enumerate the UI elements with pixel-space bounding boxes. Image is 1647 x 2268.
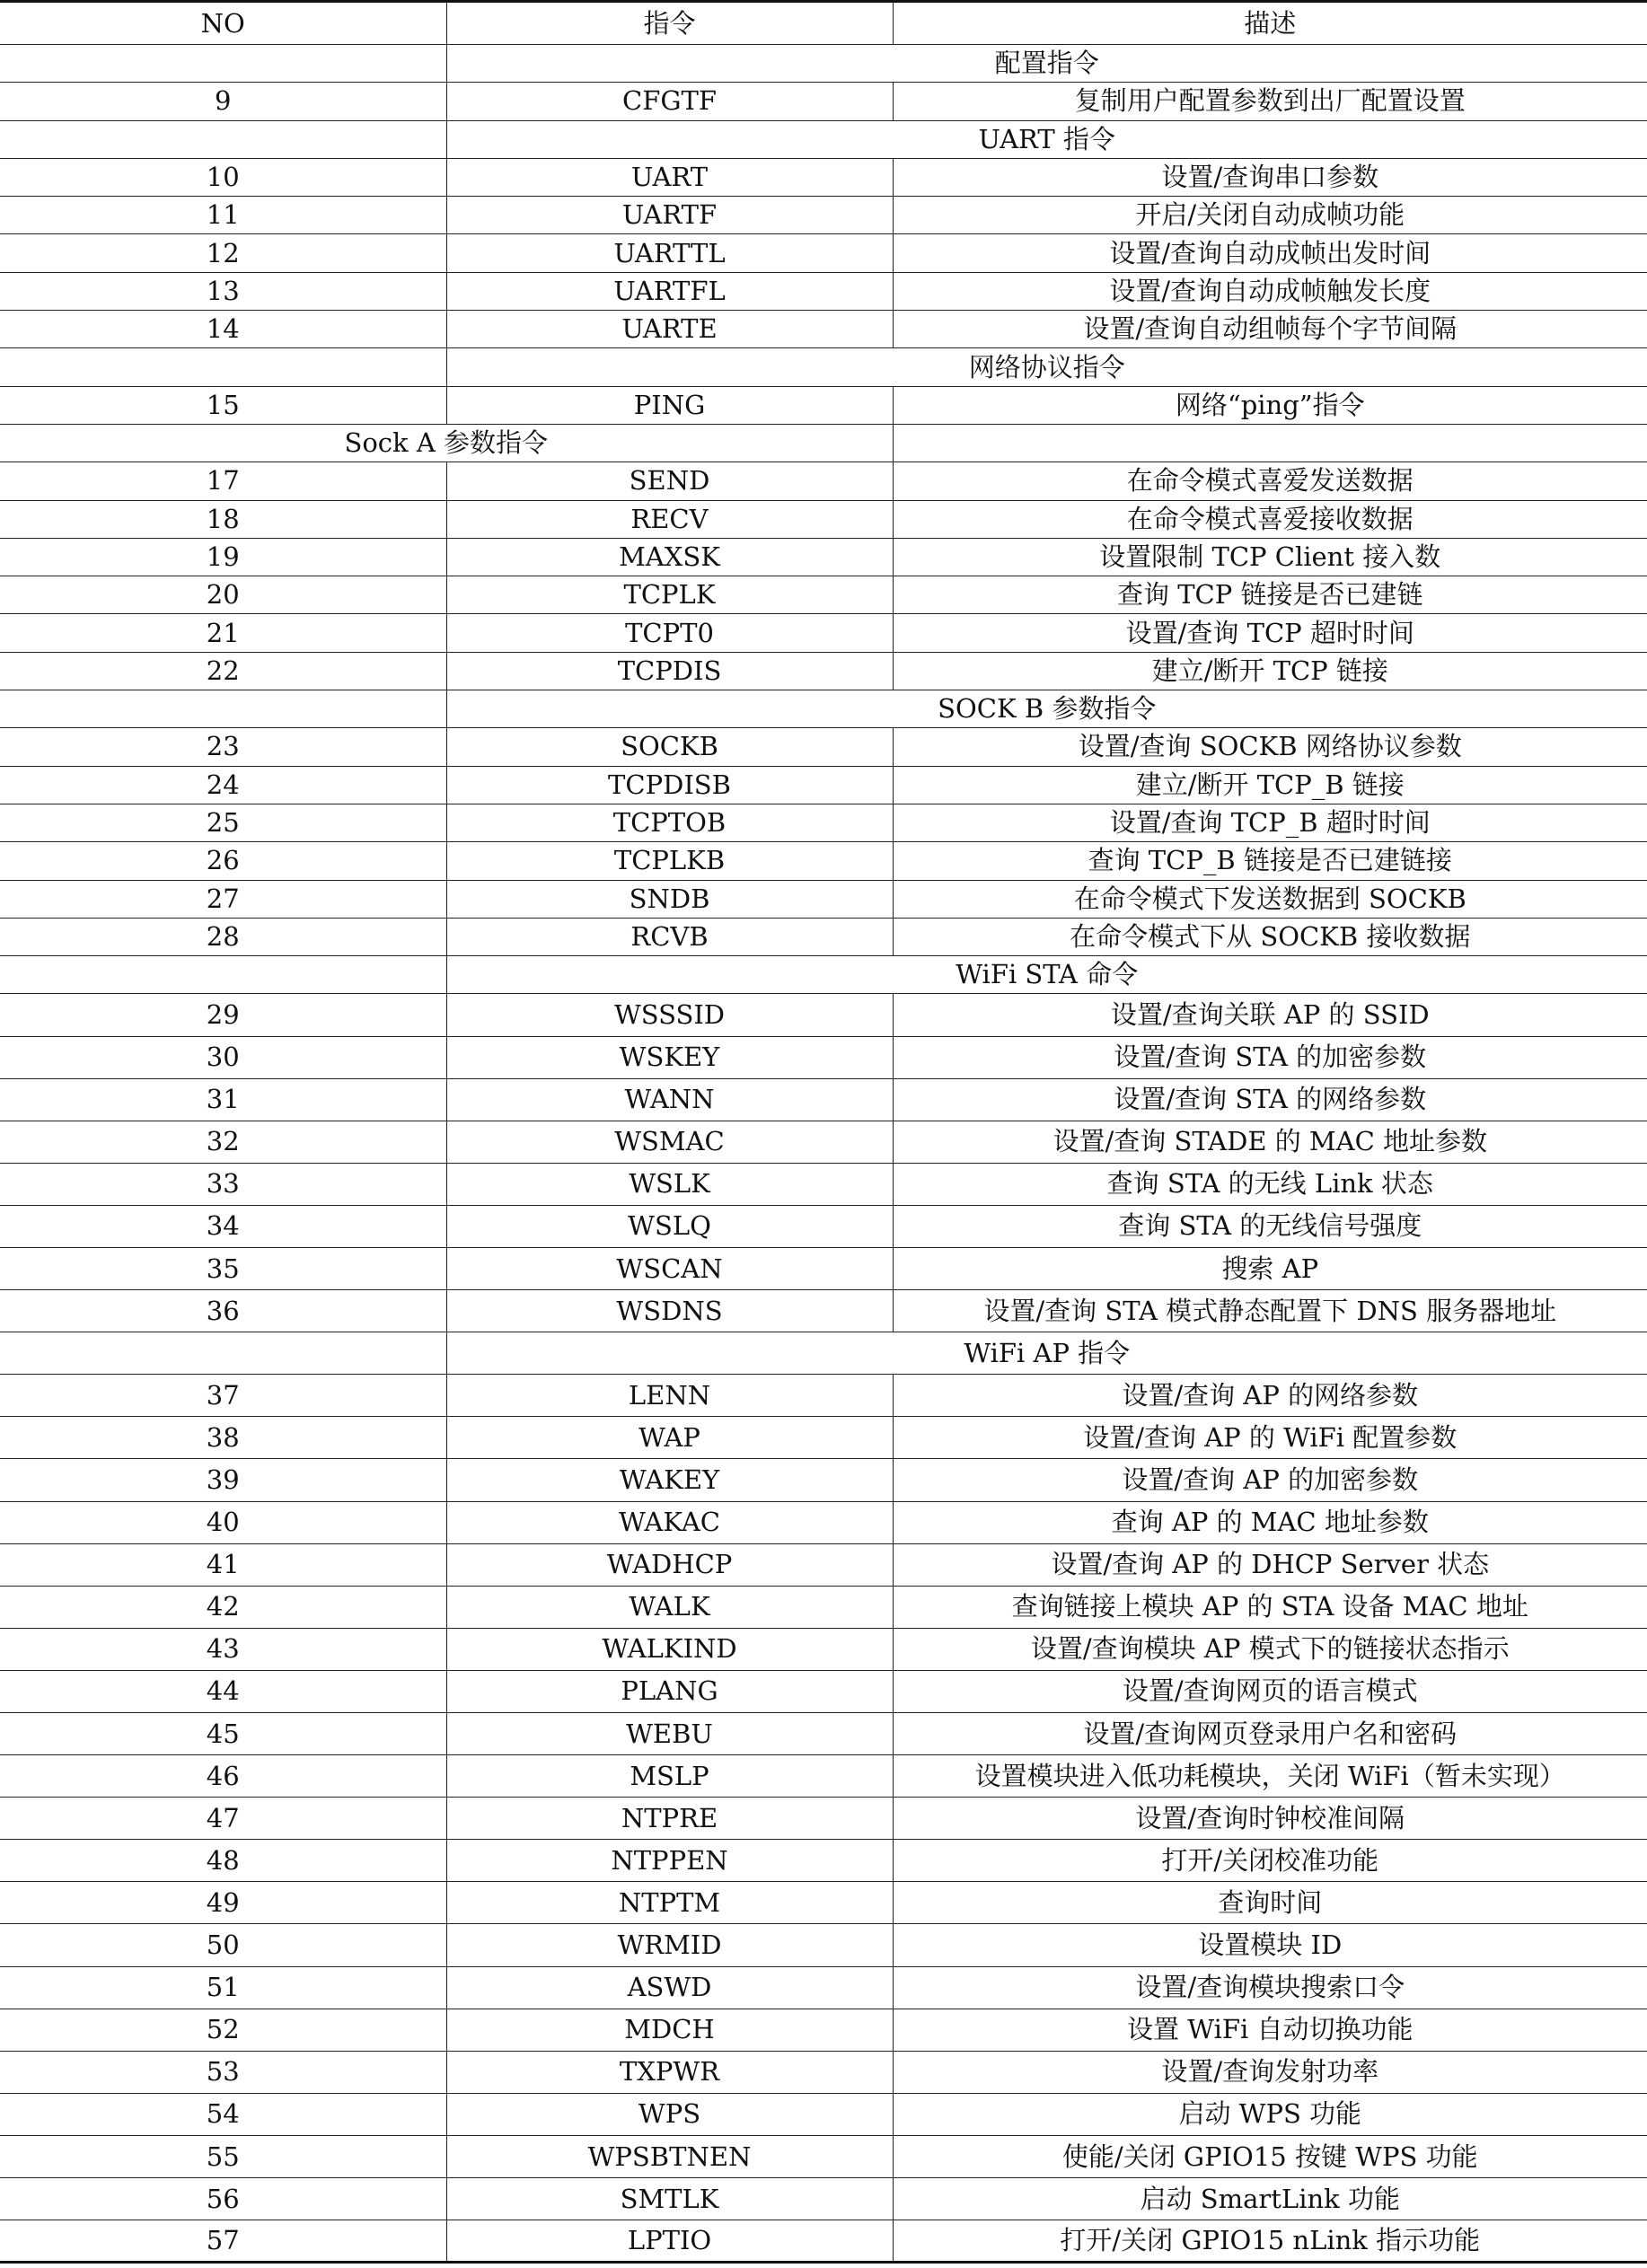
cell-command: WSCAN: [446, 1247, 893, 1289]
cell-no: 15: [0, 386, 446, 424]
cell-no: 53: [0, 2051, 446, 2093]
section-blank-cell: [0, 956, 446, 994]
table-row: [0, 2220, 1647, 2263]
cell-command: SMTLK: [446, 2178, 893, 2220]
section-row: [0, 348, 1647, 386]
section-row: [0, 956, 1647, 994]
cell-command: WSSSID: [446, 994, 893, 1036]
cell-description: 在命令模式下从 SOCKB 接收数据: [893, 918, 1647, 955]
table-row: [0, 1375, 1647, 1417]
cell-no: 47: [0, 1798, 446, 1840]
cell-description: 设置/查询 AP 的 DHCP Server 状态: [893, 1543, 1647, 1586]
cell-description: 设置/查询自动成帧出发时间: [893, 234, 1647, 272]
cell-description: 设置/查询时钟校准间隔: [893, 1798, 1647, 1840]
cell-no: 31: [0, 1078, 446, 1121]
cell-command: TCPDISB: [446, 766, 893, 804]
cell-no: 46: [0, 1755, 446, 1798]
cell-command: WADHCP: [446, 1543, 893, 1586]
section-blank-cell: [893, 424, 1647, 462]
table-row: [0, 1924, 1647, 1966]
cell-description: 设置/查询网页的语言模式: [893, 1670, 1647, 1712]
table-row: [0, 538, 1647, 576]
cell-description: 打开/关闭校准功能: [893, 1840, 1647, 1882]
section-blank-cell: [0, 690, 446, 728]
cell-description: 查询 STA 的无线信号强度: [893, 1205, 1647, 1247]
section-title: 网络协议指令: [446, 348, 1647, 386]
cell-description: 设置/查询模块 AP 模式下的链接状态指示: [893, 1628, 1647, 1670]
cell-description: 设置/查询 TCP 超时时间: [893, 614, 1647, 652]
cell-description: 设置/查询模块搜索口令: [893, 1966, 1647, 2009]
table-row: [0, 842, 1647, 880]
cell-no: 32: [0, 1121, 446, 1163]
section-blank-cell: [0, 45, 446, 83]
cell-command: SEND: [446, 462, 893, 500]
table-row: [0, 1755, 1647, 1798]
section-blank-cell: [0, 348, 446, 386]
cell-no: 20: [0, 576, 446, 614]
cell-no: 40: [0, 1501, 446, 1543]
cell-description: 在命令模式下发送数据到 SOCKB: [893, 880, 1647, 918]
table-row: [0, 1459, 1647, 1501]
cell-command: UARTF: [446, 197, 893, 234]
section-blank-cell: [0, 1332, 446, 1375]
table-row: [0, 462, 1647, 500]
cell-no: 48: [0, 1840, 446, 1882]
cell-description: 建立/断开 TCP_B 链接: [893, 766, 1647, 804]
cell-description: 设置/查询 STA 的加密参数: [893, 1036, 1647, 1078]
cell-description: 查询时间: [893, 1882, 1647, 1924]
cell-no: 17: [0, 462, 446, 500]
cell-command: NTPTM: [446, 1882, 893, 1924]
table-row: [0, 1670, 1647, 1712]
cell-command: WAP: [446, 1417, 893, 1459]
cell-no: 14: [0, 311, 446, 348]
table-row: [0, 652, 1647, 690]
cell-command: WSDNS: [446, 1290, 893, 1332]
cell-description: 复制用户配置参数到出厂配置设置: [893, 83, 1647, 120]
section-row: [0, 45, 1647, 83]
cell-description: 查询链接上模块 AP 的 STA 设备 MAC 地址: [893, 1586, 1647, 1628]
cell-description: 设置/查询 STA 的网络参数: [893, 1078, 1647, 1121]
cell-no: 56: [0, 2178, 446, 2220]
table-row: [0, 1543, 1647, 1586]
table-row: [0, 2051, 1647, 2093]
table-row: [0, 83, 1647, 120]
table-row: [0, 1163, 1647, 1205]
table-row: [0, 1290, 1647, 1332]
cell-command: WSLK: [446, 1163, 893, 1205]
cell-command: WSKEY: [446, 1036, 893, 1078]
cell-no: 35: [0, 1247, 446, 1289]
table-row: [0, 500, 1647, 538]
table-row: [0, 158, 1647, 196]
table-row: [0, 1966, 1647, 2009]
cell-command: RCVB: [446, 918, 893, 955]
cell-description: 搜索 AP: [893, 1247, 1647, 1289]
table-row: [0, 1121, 1647, 1163]
cell-no: 29: [0, 994, 446, 1036]
table-row: [0, 2178, 1647, 2220]
table-row: [0, 1840, 1647, 1882]
cell-no: 38: [0, 1417, 446, 1459]
cell-no: 43: [0, 1628, 446, 1670]
cell-no: 50: [0, 1924, 446, 1966]
cell-description: 在命令模式喜爱接收数据: [893, 500, 1647, 538]
cell-no: 49: [0, 1882, 446, 1924]
cell-command: PING: [446, 386, 893, 424]
cell-description: 设置/查询 TCP_B 超时时间: [893, 804, 1647, 841]
cell-no: 25: [0, 804, 446, 841]
cell-no: 12: [0, 234, 446, 272]
table-row: [0, 994, 1647, 1036]
section-title: 配置指令: [446, 45, 1647, 83]
cell-no: 19: [0, 538, 446, 576]
cell-command: WPSBTNEN: [446, 2135, 893, 2177]
cell-command: TCPDIS: [446, 652, 893, 690]
table-row: [0, 1586, 1647, 1628]
cell-command: MSLP: [446, 1755, 893, 1798]
section-row: [0, 1332, 1647, 1375]
cell-no: 51: [0, 1966, 446, 2009]
cell-description: 设置/查询 SOCKB 网络协议参数: [893, 728, 1647, 766]
cell-command: WAKAC: [446, 1501, 893, 1543]
cell-description: 开启/关闭自动成帧功能: [893, 197, 1647, 234]
cell-description: 设置/查询自动组帧每个字节间隔: [893, 311, 1647, 348]
header-description: 描述: [893, 2, 1647, 45]
cell-description: 查询 AP 的 MAC 地址参数: [893, 1501, 1647, 1543]
cell-command: SOCKB: [446, 728, 893, 766]
cell-description: 设置模块 ID: [893, 1924, 1647, 1966]
table-row: [0, 1882, 1647, 1924]
table-row: [0, 272, 1647, 310]
section-title: UART 指令: [446, 120, 1647, 158]
table-row: [0, 1501, 1647, 1543]
cell-command: PLANG: [446, 1670, 893, 1712]
cell-description: 查询 TCP 链接是否已建链: [893, 576, 1647, 614]
table-row: [0, 576, 1647, 614]
table-row: [0, 1205, 1647, 1247]
cell-description: 打开/关闭 GPIO15 nLink 指示功能: [893, 2220, 1647, 2263]
table-row: [0, 1798, 1647, 1840]
cell-no: 44: [0, 1670, 446, 1712]
cell-command: TXPWR: [446, 2051, 893, 2093]
cell-command: SNDB: [446, 880, 893, 918]
table-row: [0, 614, 1647, 652]
cell-no: 24: [0, 766, 446, 804]
table-row: [0, 2093, 1647, 2135]
cell-no: 21: [0, 614, 446, 652]
cell-description: 在命令模式喜爱发送数据: [893, 462, 1647, 500]
section-title: WiFi STA 命令: [446, 956, 1647, 994]
cell-no: 37: [0, 1375, 446, 1417]
header-command: 指令: [446, 2, 893, 45]
cell-description: 设置/查询关联 AP 的 SSID: [893, 994, 1647, 1036]
cell-no: 9: [0, 83, 446, 120]
table-row: [0, 1713, 1647, 1755]
cell-no: 18: [0, 500, 446, 538]
header-no: NO: [0, 2, 446, 45]
cell-command: LPTIO: [446, 2220, 893, 2263]
table-row: [0, 197, 1647, 234]
cell-no: 57: [0, 2220, 446, 2263]
cell-no: 34: [0, 1205, 446, 1247]
section-row: [0, 690, 1647, 728]
cell-no: 23: [0, 728, 446, 766]
header-row: [0, 2, 1647, 45]
cell-no: 33: [0, 1163, 446, 1205]
table-row: [0, 2135, 1647, 2177]
section-title: WiFi AP 指令: [446, 1332, 1647, 1375]
cell-command: UARTE: [446, 311, 893, 348]
cell-command: TCPT0: [446, 614, 893, 652]
cell-command: TCPLK: [446, 576, 893, 614]
cell-description: 设置/查询 AP 的网络参数: [893, 1375, 1647, 1417]
cell-no: 45: [0, 1713, 446, 1755]
cell-command: WALK: [446, 1586, 893, 1628]
cell-command: UARTTL: [446, 234, 893, 272]
cell-description: 建立/断开 TCP 链接: [893, 652, 1647, 690]
cell-command: NTPPEN: [446, 1840, 893, 1882]
cell-no: 27: [0, 880, 446, 918]
cell-command: WAKEY: [446, 1459, 893, 1501]
table-row: [0, 2009, 1647, 2051]
table-row: [0, 386, 1647, 424]
cell-no: 42: [0, 1586, 446, 1628]
cell-command: UARTFL: [446, 272, 893, 310]
cell-no: 13: [0, 272, 446, 310]
cell-no: 52: [0, 2009, 446, 2051]
cell-no: 41: [0, 1543, 446, 1586]
cell-no: 55: [0, 2135, 446, 2177]
cell-command: ASWD: [446, 1966, 893, 2009]
cell-no: 28: [0, 918, 446, 955]
cell-no: 36: [0, 1290, 446, 1332]
table-row: [0, 1036, 1647, 1078]
cell-command: WPS: [446, 2093, 893, 2135]
cell-command: TCPTOB: [446, 804, 893, 841]
cell-command: MDCH: [446, 2009, 893, 2051]
cell-no: 26: [0, 842, 446, 880]
table-row: [0, 234, 1647, 272]
cell-description: 设置/查询 STADE 的 MAC 地址参数: [893, 1121, 1647, 1163]
cell-description: 设置/查询网页登录用户名和密码: [893, 1713, 1647, 1755]
cell-no: 11: [0, 197, 446, 234]
cell-command: WEBU: [446, 1713, 893, 1755]
cell-description: 网络“ping”指令: [893, 386, 1647, 424]
cell-no: 30: [0, 1036, 446, 1078]
cell-description: 设置模块进入低功耗模块，关闭 WiFi（暂未实现）: [893, 1755, 1647, 1798]
cell-description: 设置/查询 AP 的加密参数: [893, 1459, 1647, 1501]
section-title: SOCK B 参数指令: [446, 690, 1647, 728]
cell-description: 设置/查询串口参数: [893, 158, 1647, 196]
section-title: Sock A 参数指令: [0, 424, 893, 462]
cell-description: 设置限制 TCP Client 接入数: [893, 538, 1647, 576]
section-row: [0, 424, 1647, 462]
table-row: [0, 728, 1647, 766]
cell-no: 39: [0, 1459, 446, 1501]
cell-command: CFGTF: [446, 83, 893, 120]
cell-description: 查询 TCP_B 链接是否已建链接: [893, 842, 1647, 880]
cell-command: UART: [446, 158, 893, 196]
table-body: [0, 45, 1647, 2263]
cell-description: 设置 WiFi 自动切换功能: [893, 2009, 1647, 2051]
cell-command: WALKIND: [446, 1628, 893, 1670]
cell-no: 54: [0, 2093, 446, 2135]
cell-no: 22: [0, 652, 446, 690]
cell-command: WSLQ: [446, 1205, 893, 1247]
cell-command: WANN: [446, 1078, 893, 1121]
table-row: [0, 311, 1647, 348]
cell-command: WRMID: [446, 1924, 893, 1966]
cell-command: LENN: [446, 1375, 893, 1417]
cell-description: 使能/关闭 GPIO15 按键 WPS 功能: [893, 2135, 1647, 2177]
cell-description: 启动 SmartLink 功能: [893, 2178, 1647, 2220]
cell-description: 设置/查询发射功率: [893, 2051, 1647, 2093]
cell-no: 10: [0, 158, 446, 196]
cell-description: 查询 STA 的无线 Link 状态: [893, 1163, 1647, 1205]
table-row: [0, 1247, 1647, 1289]
cell-description: 设置/查询 AP 的 WiFi 配置参数: [893, 1417, 1647, 1459]
table-row: [0, 918, 1647, 955]
cell-command: TCPLKB: [446, 842, 893, 880]
table-row: [0, 1417, 1647, 1459]
cell-command: NTPRE: [446, 1798, 893, 1840]
cell-command: RECV: [446, 500, 893, 538]
table-row: [0, 1078, 1647, 1121]
cell-description: 设置/查询自动成帧触发长度: [893, 272, 1647, 310]
table-row: [0, 880, 1647, 918]
section-blank-cell: [0, 120, 446, 158]
cell-description: 启动 WPS 功能: [893, 2093, 1647, 2135]
table-row: [0, 804, 1647, 841]
section-row: [0, 120, 1647, 158]
table-row: [0, 766, 1647, 804]
cell-description: 设置/查询 STA 模式静态配置下 DNS 服务器地址: [893, 1290, 1647, 1332]
cell-command: MAXSK: [446, 538, 893, 576]
table-row: [0, 1628, 1647, 1670]
cell-command: WSMAC: [446, 1121, 893, 1163]
